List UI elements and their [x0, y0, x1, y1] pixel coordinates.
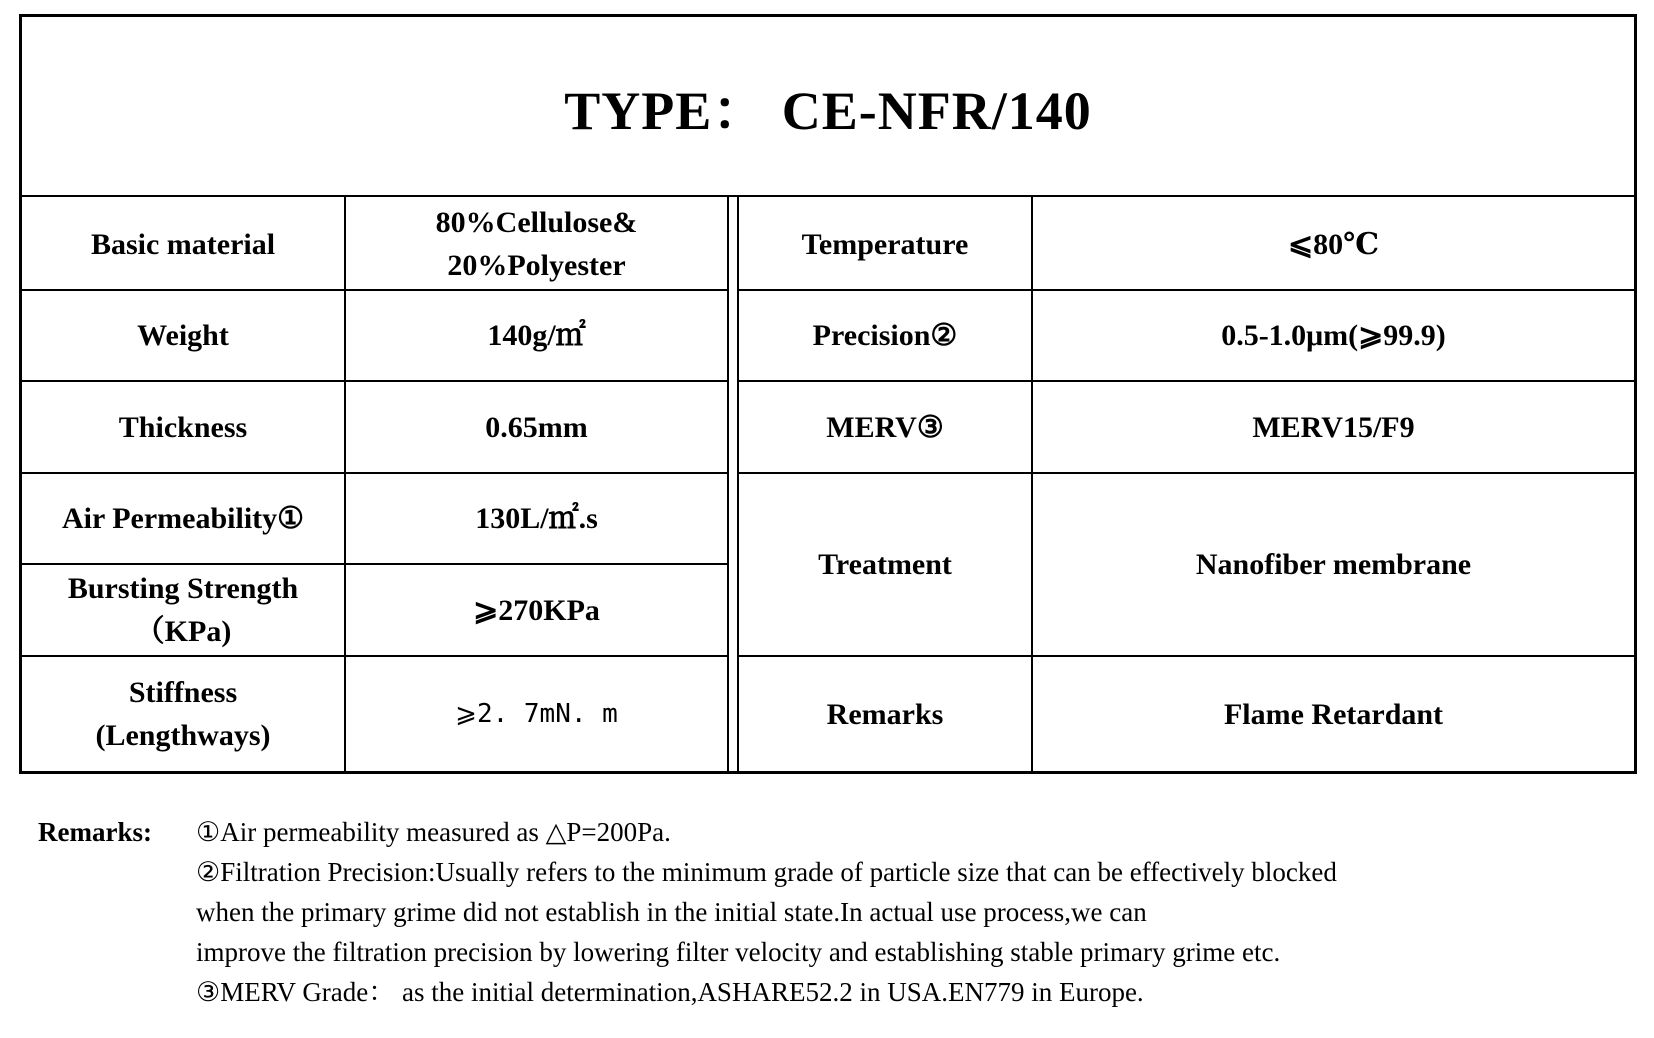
- remarks-lines: [196, 812, 1636, 1012]
- remark-line-3: when the primary grime did not establish in the initial state.In actual use process,we can: [196, 897, 1147, 927]
- spec-value-bursting-strength: ⩾270KPa: [473, 593, 600, 627]
- spec-value-temperature: ⩽80℃: [1287, 227, 1380, 261]
- grid-line: [727, 197, 729, 771]
- spec-value-thickness: 0.65mm: [485, 410, 588, 444]
- remark-line-4: improve the filtration precision by lowering filter velocity and establishing stable primary grime etc.: [196, 937, 1281, 967]
- remark-line-1: ①Air permeability measured as △P=200Pa.: [196, 817, 671, 847]
- spec-value-merv: MERV15/F9: [1252, 410, 1415, 444]
- spec-value-stiffness: ⩾2. 7mN. m: [455, 698, 618, 729]
- spec-label-stiffness: Stiffness (Lengthways): [95, 676, 271, 752]
- spec-value-weight: 140g/㎡: [487, 319, 586, 352]
- remark-line-2: ②Filtration Precision:Usually refers to the minimum grade of particle size that can be effectively blocked: [196, 857, 1337, 887]
- product-type-title: TYPE： CE-NFR/140: [564, 80, 1092, 141]
- spec-value-air-permeability: 130L/㎡.s: [475, 502, 598, 535]
- spec-label-thickness: Thickness: [118, 410, 248, 444]
- spec-value-treatment: Nanofiber membrane: [1195, 548, 1472, 581]
- spec-table: [19, 14, 1637, 774]
- spec-label-precision: Precision②: [812, 319, 958, 352]
- spec-label-temperature: Temperature: [801, 227, 969, 261]
- spec-label-remarks: Remarks: [826, 697, 944, 731]
- spec-label-treatment: Treatment: [818, 548, 952, 581]
- spec-value-basic-material: 80%Cellulose& 20%Polyester: [435, 206, 638, 282]
- spec-label-basic-material: Basic material: [90, 227, 276, 261]
- remark-line-5: ③MERV Grade： as the initial determination,ASHARE52.2 in USA.EN779 in Europe.: [196, 977, 1144, 1007]
- spec-label-weight: Weight: [137, 319, 229, 352]
- spec-value-remarks: Flame Retardant: [1223, 697, 1444, 731]
- spec-label-air-permeability: Air Permeability①: [61, 502, 305, 535]
- title-row: [22, 17, 1634, 197]
- remarks-label: Remarks:: [38, 817, 152, 847]
- spec-label-merv: MERV③: [826, 410, 944, 444]
- spec-value-precision: 0.5-1.0μm(⩾99.9): [1221, 319, 1446, 352]
- spec-label-bursting-strength: Bursting Strength （KPa): [67, 572, 299, 648]
